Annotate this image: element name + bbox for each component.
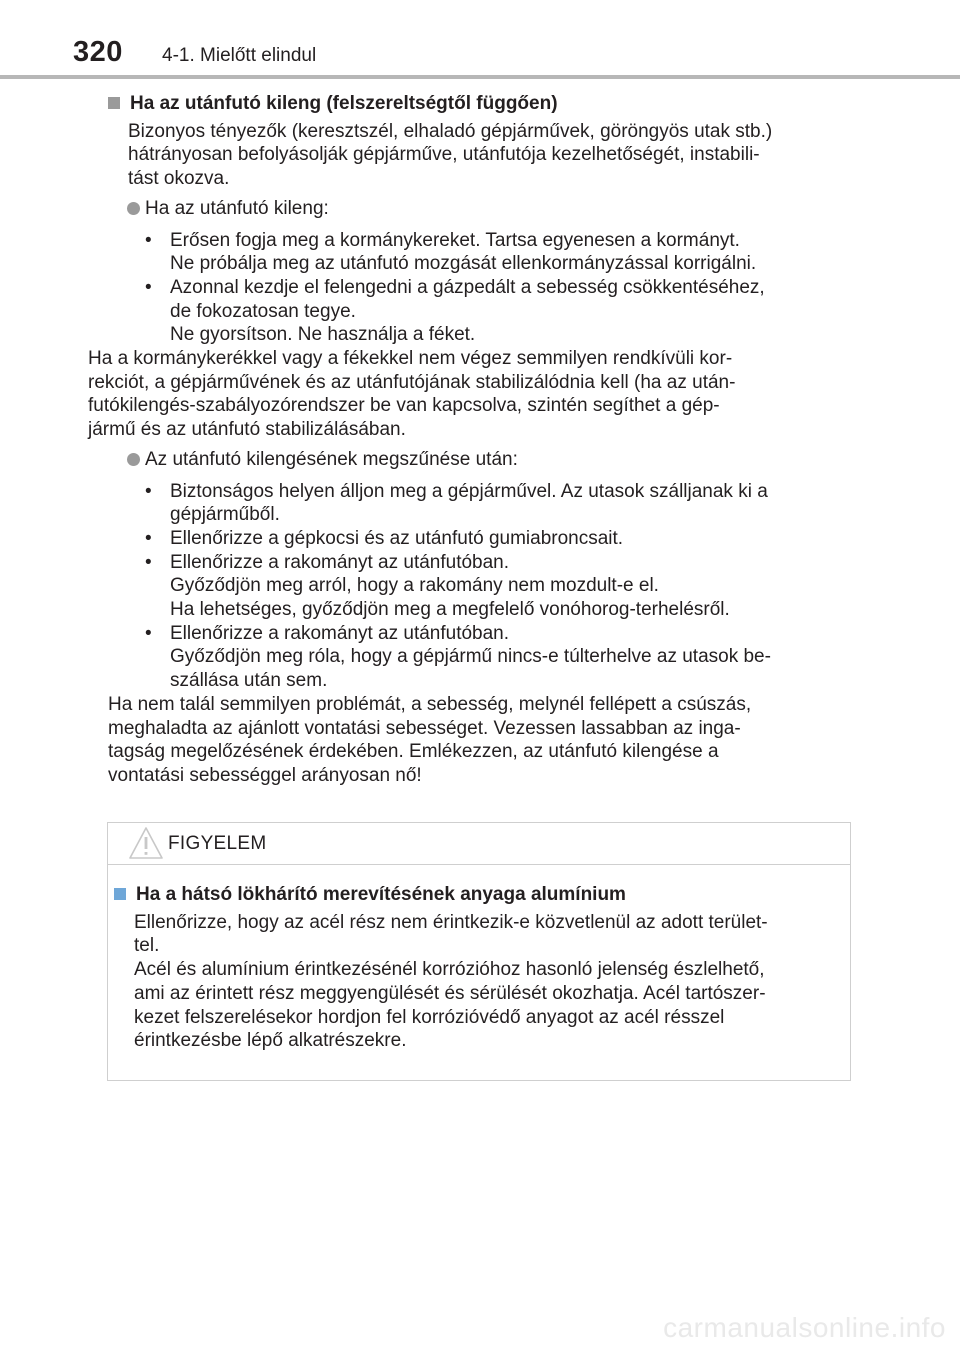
square-bullet-icon (114, 888, 126, 900)
body-paragraph (88, 347, 846, 442)
text-line: Ne gyorsítson. Ne használja a féket. (170, 324, 476, 346)
text-line: Biztonságos helyen álljon meg a gépjárművel. Az utasok szálljanak ki a (170, 480, 768, 502)
text-line: Erősen fogja meg a kormánykereket. Tartsa egyenesen a kormányt. (170, 229, 740, 251)
text-line: gépjárműből. (170, 504, 280, 526)
page-header (0, 0, 960, 80)
text-line: Ha lehetséges, győződjön meg a megfelelő vonóhorog-terhelésről. (170, 599, 730, 621)
text-line: Acél és alumínium érintkezésénél korrózióhoz hasonló jelenség észlelhető, (134, 959, 765, 981)
circle-bullet-icon (127, 453, 140, 466)
warning-body (114, 883, 842, 1053)
text-line: Ne próbálja meg az utánfutó mozgását ellenkormányzással korrigálni. (170, 253, 757, 275)
text-line: Bizonyos tényezők (keresztszél, elhaladó gépjárművek, göröngyös utak stb.) (128, 120, 773, 142)
section-title: 4-1. Mielőtt elindul (162, 45, 317, 66)
list-item (128, 229, 846, 276)
bullet-mark: • (145, 551, 152, 573)
bullet-heading-text: Az utánfutó kilengésének megszűnése után: (145, 448, 518, 470)
text-line: futókilengés-szabályozórendszer be van kapcsolva, szintén segíthet a gép- (88, 395, 720, 417)
text-line: Azonnal kezdje el felengedni a gázpedált a sebesség csökkentéséhez, (170, 276, 765, 298)
text-line: Ellenőrizze a rakományt az utánfutóban. (170, 551, 510, 573)
section-heading-text: Ha az utánfutó kileng (felszereltségtől függően) (130, 93, 558, 114)
bullet-mark: • (145, 276, 152, 298)
text-line: Győződjön meg róla, hogy a gépjármű nincs-e túlterhelve az utasok be- (170, 646, 771, 668)
text-line: Ha nem talál semmilyen problémát, a sebesség, melynél fellépett a csúszás, (108, 693, 752, 715)
bullet-mark: • (145, 480, 152, 502)
text-line: érintkezésbe lépő alkatrészekre. (134, 1030, 407, 1052)
bullet-mark: • (145, 229, 152, 251)
warning-header (108, 823, 850, 865)
text-line: Ellenőrizze a gépkocsi és az utánfutó gumiabroncsait. (170, 527, 624, 549)
text-line: Győződjön meg arról, hogy a rakomány nem mozdult-e el. (170, 575, 659, 597)
warning-box (107, 822, 851, 1081)
instruction-list (128, 480, 846, 693)
text-line: hátrányosan befolyásolják gépjárműve, utánfutója kezelhetőségét, instabili- (128, 144, 760, 166)
text-line: Ha a kormánykerékkel vagy a fékekkel nem végez semmilyen rendkívüli kor- (88, 348, 733, 370)
main-content (88, 92, 846, 788)
instruction-list (128, 229, 846, 348)
warning-heading-text: Ha a hátsó lökhárító merevítésének anyaga alumínium (136, 884, 626, 905)
round-bullet-heading (108, 197, 846, 221)
text-line: ami az érintett rész meggyengülését és sérülését okozhatja. Acél tartószer- (134, 982, 766, 1004)
bullet-mark: • (145, 622, 152, 644)
header-divider (0, 75, 960, 79)
list-item (128, 622, 846, 693)
watermark: carmanualsonline.info (663, 1312, 946, 1343)
bullet-heading-text: Ha az utánfutó kileng: (145, 197, 329, 219)
warning-title: FIGYELEM (168, 833, 267, 854)
warning-triangle-icon (128, 826, 164, 860)
warning-paragraph (114, 911, 842, 1053)
circle-bullet-icon (127, 202, 140, 215)
list-item (128, 551, 846, 622)
round-bullet-heading (108, 448, 846, 472)
body-paragraph (108, 693, 846, 788)
text-line: de fokozatosan tegye. (170, 300, 356, 322)
bullet-mark: • (145, 527, 152, 549)
text-line: Ellenőrizze, hogy az acél rész nem érintkezik-e közvetlenül az adott terület- (134, 911, 768, 933)
page-number: 320 (73, 36, 123, 68)
text-line: szállása után sem. (170, 670, 328, 692)
text-line: tagság megelőzésének érdekében. Emlékezzen, az utánfutó kilengése a (108, 741, 719, 763)
text-line: kezet felszerelésekor hordjon fel korrózióvédő anyagot az acél résszel (134, 1006, 725, 1028)
intro-paragraph (108, 120, 846, 191)
text-line: tel. (134, 935, 160, 957)
square-bullet-icon (108, 97, 120, 109)
text-line: rekciót, a gépjárművének és az utánfutójának stabilizálódnia kell (ha az után- (88, 371, 736, 393)
text-line: tást okozva. (128, 168, 230, 190)
text-line: vontatási sebességgel arányosan nő! (108, 764, 422, 786)
list-item (128, 276, 846, 347)
text-line: meghaladta az ajánlott vontatási sebességet. Vezessen lassabban az inga- (108, 717, 741, 739)
warning-heading (114, 883, 842, 907)
text-line: Ellenőrizze a rakományt az utánfutóban. (170, 622, 510, 644)
text-line: jármű és az utánfutó stabilizálásában. (88, 419, 406, 441)
list-item (128, 527, 846, 551)
list-item (128, 480, 846, 527)
section-heading (108, 92, 846, 116)
